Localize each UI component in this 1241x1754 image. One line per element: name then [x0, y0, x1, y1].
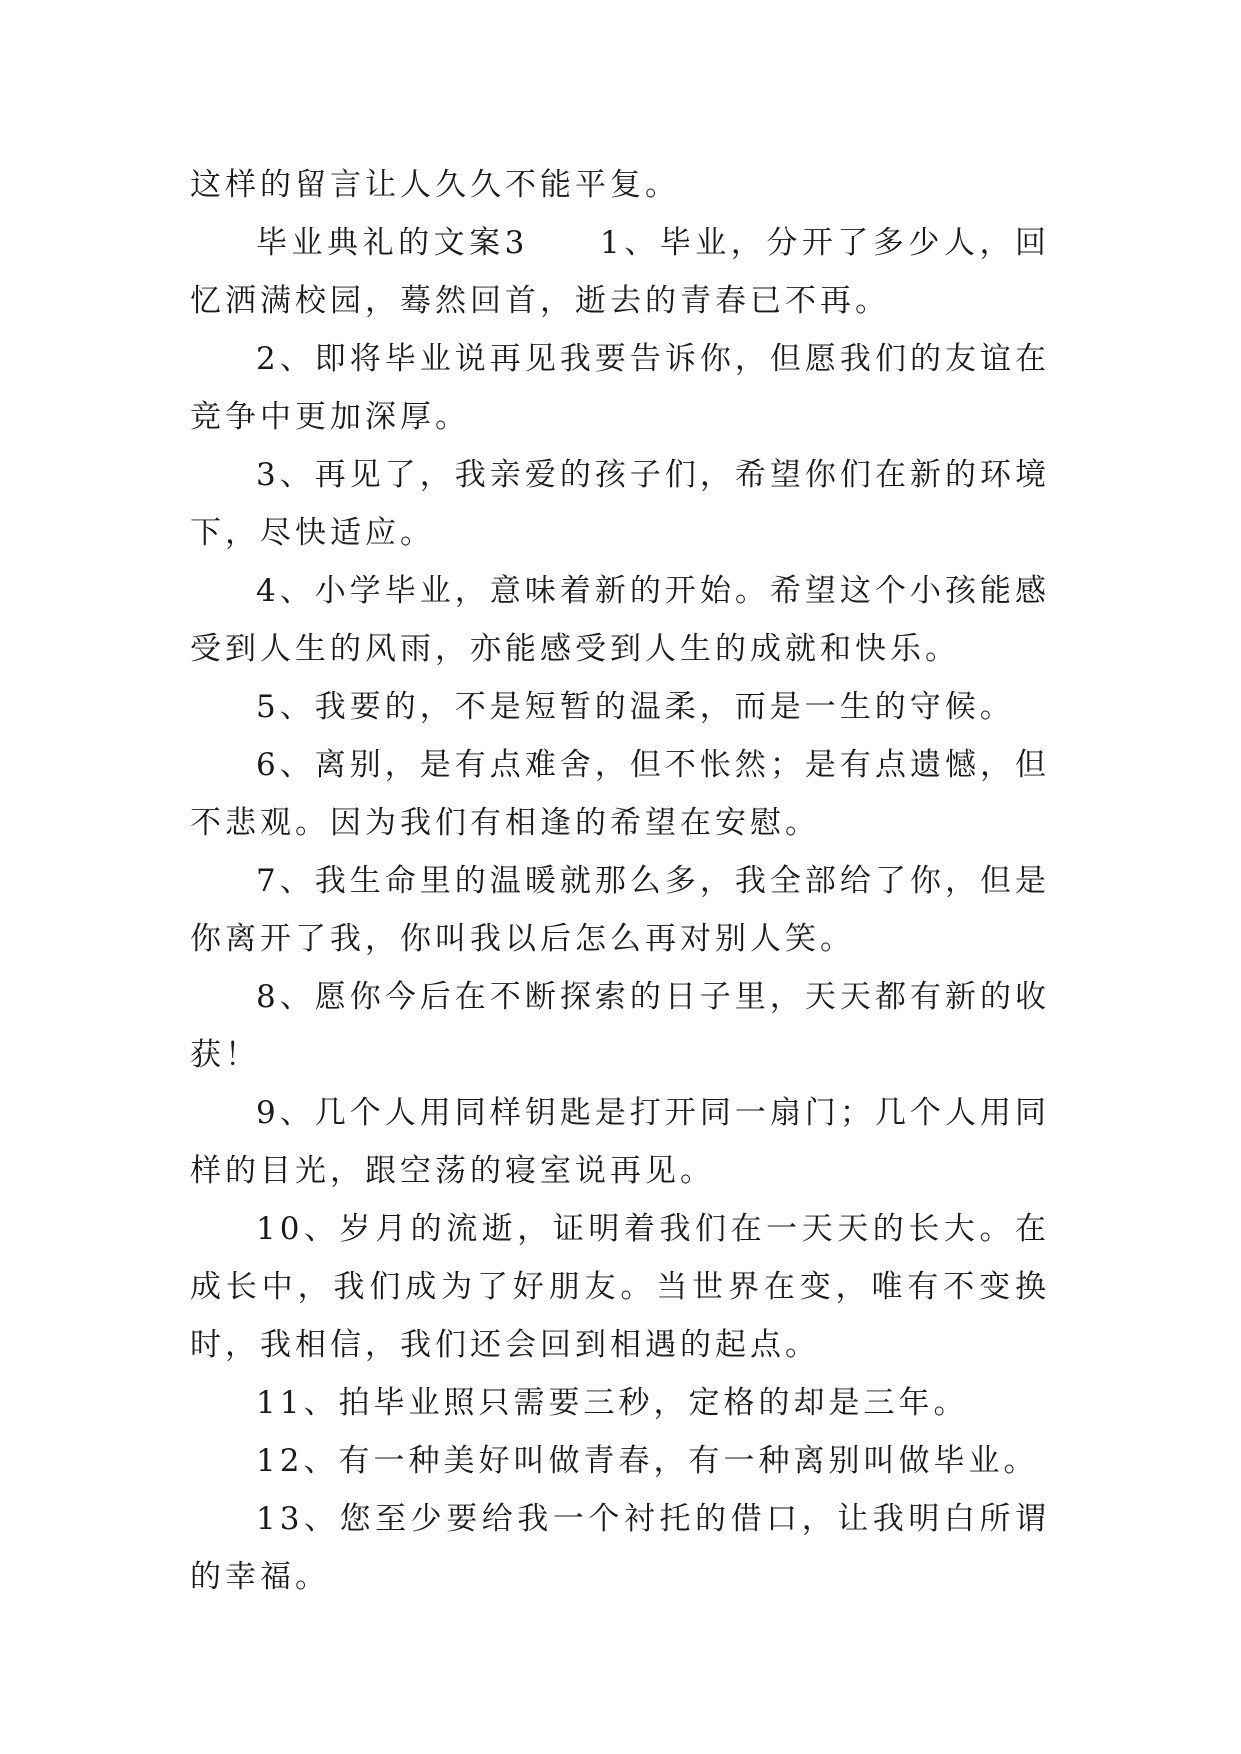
paragraph-item-2: 2、即将毕业说再见我要告诉你，但愿我们的友谊在竞争中更加深厚。 [190, 341, 1050, 435]
paragraph-item-13: 13、您至少要给我一个衬托的借口，让我明白所谓的幸福。 [190, 1501, 1050, 1595]
paragraph-section-heading-item-1: 毕业典礼的文案3 1、毕业，分开了多少人，回忆洒满校园，蓦然回首，逝去的青春已不再。 [190, 225, 1050, 319]
paragraph-item-6: 6、离别，是有点难舍，但不怅然；是有点遗憾，但不悲观。因为我们有相逢的希望在安慰。 [190, 747, 1050, 841]
paragraph-item-5: 5、我要的，不是短暂的温柔，而是一生的守候。 [256, 689, 1015, 725]
document-body [190, 156, 1050, 1606]
paragraph-item-11: 11、拍毕业照只需要三秒，定格的却是三年。 [256, 1385, 969, 1421]
paragraph-item-12: 12、有一种美好叫做青春，有一种离别叫做毕业。 [256, 1443, 1039, 1479]
paragraph-item-7: 7、我生命里的温暖就那么多，我全部给了你，但是你离开了我，你叫我以后怎么再对别人笑。 [190, 863, 1050, 957]
paragraph-item-9: 9、几个人用同样钥匙是打开同一扇门；几个人用同样的目光，跟空荡的寝室说再见。 [190, 1095, 1050, 1189]
paragraph-item-3: 3、再见了，我亲爱的孩子们，希望你们在新的环境下，尽快适应。 [190, 457, 1050, 551]
paragraph-item-10: 10、岁月的流逝，证明着我们在一天天的长大。在成长中，我们成为了好朋友。当世界在变，唯有不变换时，我相信，我们还会回到相遇的起点。 [190, 1211, 1050, 1363]
paragraph-item-8: 8、愿你今后在不断探索的日子里，天天都有新的收获！ [190, 979, 1050, 1073]
paragraph-item-4: 4、小学毕业，意味着新的开始。希望这个小孩能感受到人生的风雨，亦能感受到人生的成就和快乐。 [190, 573, 1050, 667]
paragraph-intro: 这样的留言让人久久不能平复。 [190, 167, 680, 203]
